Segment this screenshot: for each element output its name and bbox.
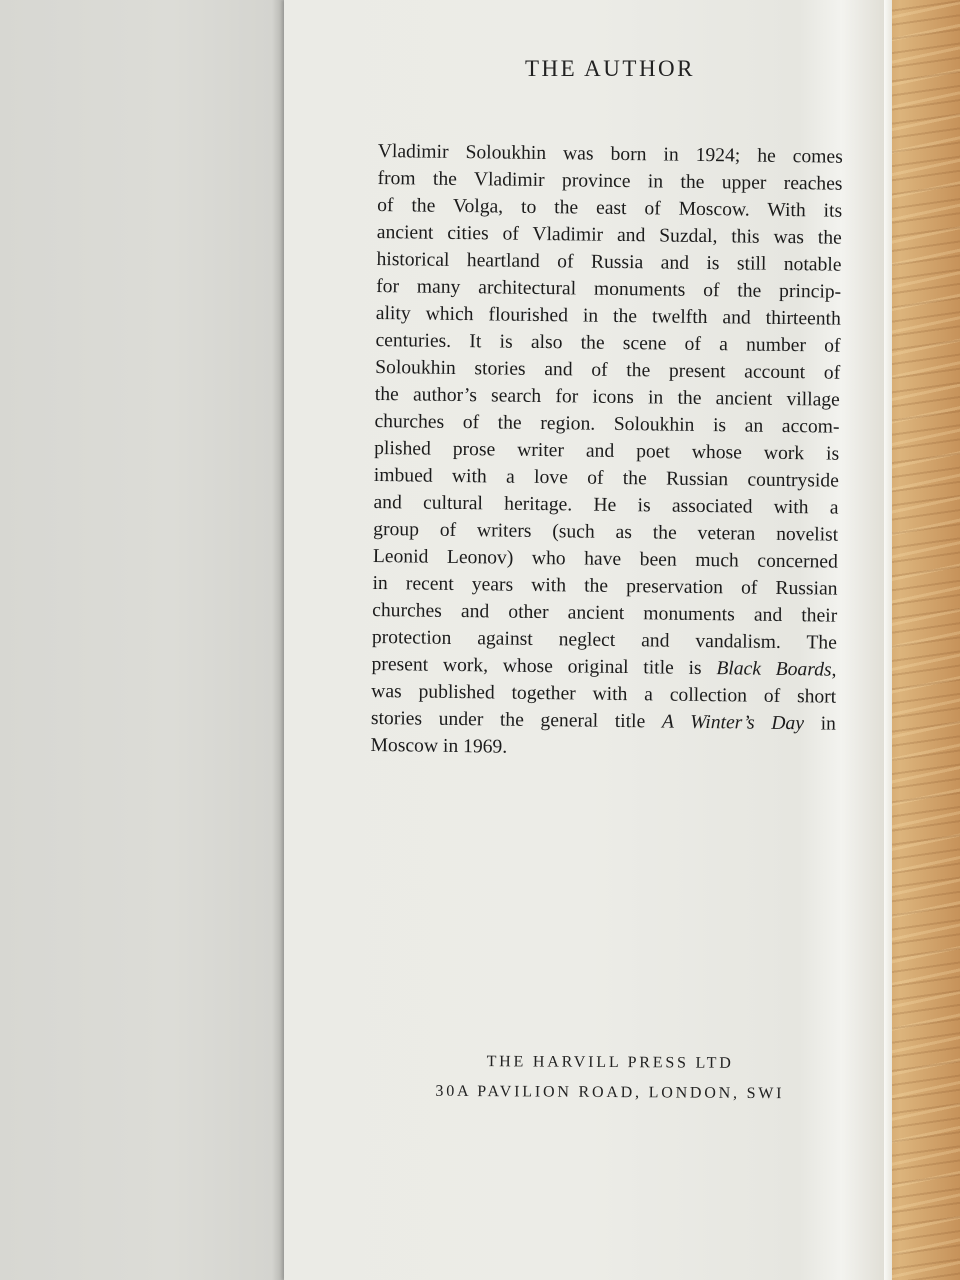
bio-line: protection against neglect and vandalism. The xyxy=(371,626,837,654)
publisher-name: THE HARVILL PRESS LTD xyxy=(486,1053,734,1072)
book-title-italic: A Winter’s Day xyxy=(661,711,805,735)
bio-line: and cultural heritage. He is associated with a xyxy=(373,491,839,519)
bio-line: present work, whose original title is Black Boards, xyxy=(371,653,837,681)
bio-line: Soloukhin stories and of the present account of xyxy=(375,356,841,384)
bio-line: ancient cities of Vladimir and Suzdal, this was the xyxy=(376,221,842,249)
section-heading: THE AUTHOR xyxy=(524,56,696,81)
author-biography xyxy=(370,138,843,765)
bio-line: centuries. It is also the scene of a number of xyxy=(375,329,841,357)
bio-line: ality which flourished in the twelfth and thirteenth xyxy=(375,302,841,330)
bio-line: imbued with a love of the Russian countryside xyxy=(373,464,839,492)
flap-edge xyxy=(884,0,892,1280)
bio-line: Vladimir Soloukhin was born in 1924; he comes xyxy=(377,140,843,168)
publisher-address: 30A PAVILION ROAD, LONDON, SWI xyxy=(435,1082,785,1103)
inside-cover-page xyxy=(0,0,285,1280)
bio-line: from the Vladimir province in the upper reaches xyxy=(377,167,843,195)
bio-line: stories under the general title A Winter’s Day in xyxy=(370,707,837,735)
publisher-imprint xyxy=(380,1046,840,1109)
bio-line: for many architectural monuments of the princip- xyxy=(376,275,842,303)
bio-line: churches of the region. Soloukhin is an accom- xyxy=(374,410,840,438)
bio-line: churches and other ancient monuments and their xyxy=(372,599,838,627)
bio-line: of the Volga, to the east of Moscow. With its xyxy=(377,194,843,222)
bio-line: historical heartland of Russia and is still notable xyxy=(376,248,842,276)
bio-line: the author’s search for icons in the ancient village xyxy=(374,383,840,411)
book-title-italic: Black Boards xyxy=(716,658,832,681)
bio-line: group of writers (such as the veteran novelist xyxy=(373,518,839,546)
bio-line: was published together with a collection of short xyxy=(371,680,837,708)
bio-line: in recent years with the preservation of Russian xyxy=(372,572,838,600)
bio-line: plished prose writer and poet whose work is xyxy=(374,437,840,465)
bio-line: Leonid Leonov) who have been much concerned xyxy=(372,545,838,573)
bio-line: Moscow in 1969. xyxy=(370,734,508,758)
